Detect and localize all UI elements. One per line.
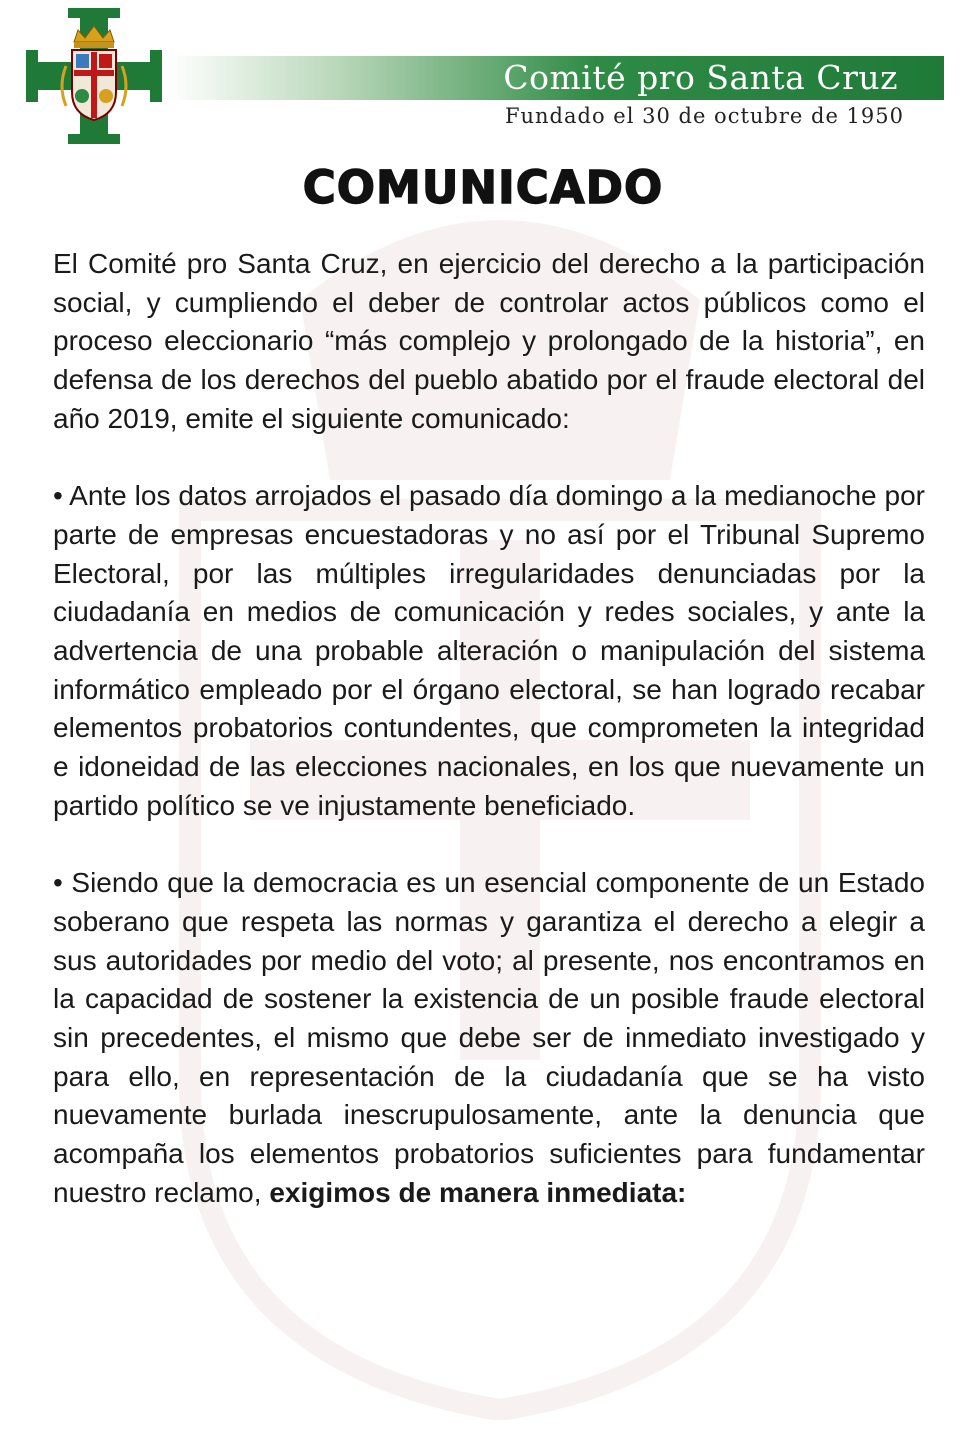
organization-banner: [168, 56, 944, 100]
organization-name: Comité pro Santa Cruz: [503, 58, 898, 97]
bullet-paragraph-2-text: • Siendo que la democracia es un esencial componente de un Estado soberano que respeta las normas y garantiza el derecho a elegir a sus autoridades por medio del voto; al presente, nos encontramos en la capacidad de sostener la existencia de un posible fraude electoral sin precedentes, el mismo que debe ser de inmediato investigado y para ello, en representación de la ciudadanía que se ha visto nuevamente burlada inescrupulosamente, ante la denuncia que acompaña los elementos probatorios suficientes para fundamentar nuestro reclamo,: [53, 867, 925, 1208]
bullet-paragraph-1: • Ante los datos arrojados el pasado día domingo a la medianoche por parte de empresas encuestadoras y no así por el Tribunal Supremo Electoral, por las múltiples irregularidades denunciadas por la ciudadanía en medios de comunicación y redes sociales, y ante la advertencia de una probable alteración o manipulación del sistema informático empleado por el órgano electoral, se han logrado recabar elementos probatorios contundentes, que comprometen la integridad e idoneidad de las elecciones nacionales, en los que nuevamente un partido político se ve injustamente beneficiado.: [53, 480, 925, 821]
letterhead: [0, 0, 980, 160]
founded-date: Fundado el 30 de octubre de 1950: [504, 104, 904, 128]
demand-emphasis: exigimos de manera inmediata:: [269, 1176, 687, 1208]
cross-emblem-with-coat-of-arms-icon: [22, 6, 166, 146]
bullet-paragraph-2: [53, 864, 925, 1212]
page-title: COMUNICADO: [302, 161, 664, 214]
intro-paragraph: El Comité pro Santa Cruz, en ejercicio del derecho a la participación social, y cumpliendo el deber de controlar actos públicos como el proceso eleccionario “más complejo y prolongado de la historia”, en defensa de los derechos del pueblo abatido por el fraude electoral del año 2019, emite el siguiente comunicado:: [53, 248, 925, 434]
communique-body: [53, 245, 925, 1251]
